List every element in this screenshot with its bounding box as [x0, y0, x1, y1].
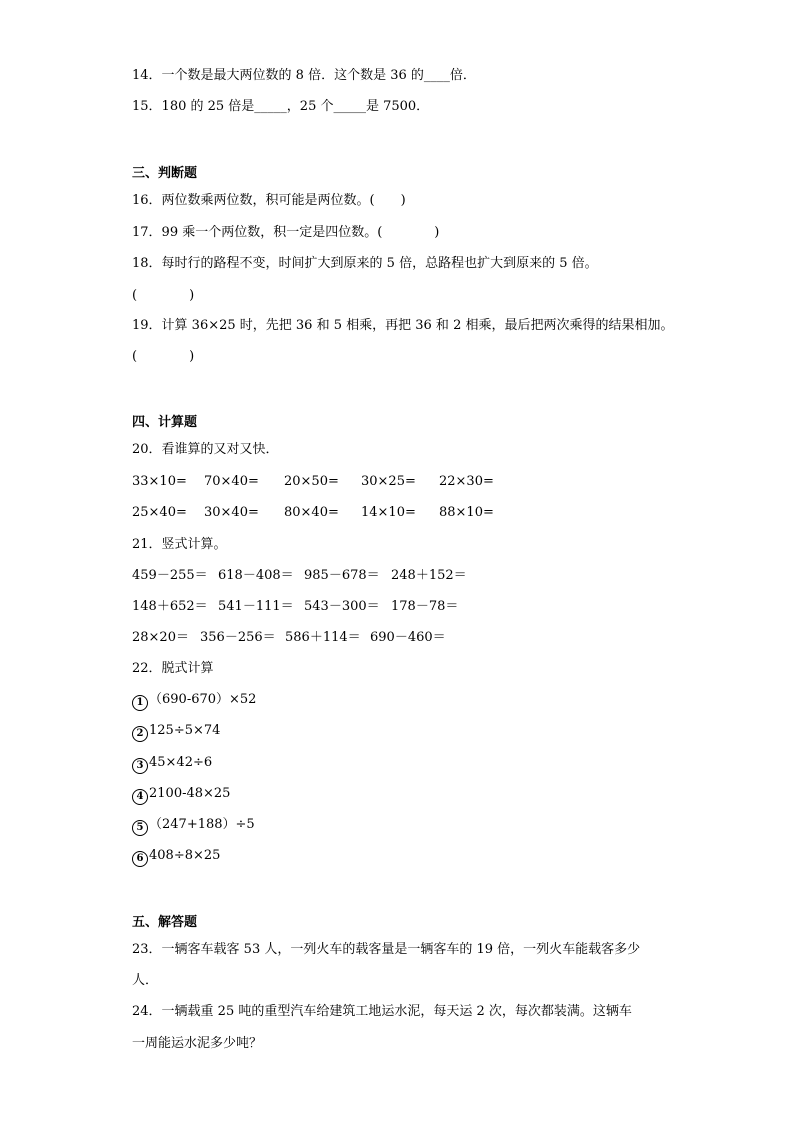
q20-row1-item-3: 20×50=	[284, 474, 339, 489]
circled-number-4: 4	[132, 789, 148, 805]
question-17: 17．99 乘一个两位数，积一定是四位数。( )	[132, 225, 440, 240]
q21-row1-item-2: 618－408＝	[218, 568, 294, 583]
question-18: 18．每时行的路程不变，时间扩大到原来的 5 倍，总路程也扩大到原来的 5 倍。	[132, 256, 598, 271]
section-heading-judgement: 三、判断题	[132, 166, 198, 181]
q22-expr-6: 408÷8×25	[149, 848, 221, 863]
q21-row3-item-2: 356－256＝	[200, 630, 276, 645]
circled-number-6: 6	[132, 851, 148, 867]
q20-row2-item-3: 80×40=	[284, 505, 339, 520]
q22-expr-2: 125÷5×74	[149, 723, 221, 738]
question-19-answer-paren: ( )	[132, 349, 195, 364]
q20-row2-item-4: 14×10=	[361, 505, 416, 520]
question-24-line-1: 24．一辆载重 25 吨的重型汽车给建筑工地运水泥，每天运 2 次，每次都装满。这辆车	[132, 1004, 632, 1019]
circled-number-3: 3	[132, 758, 148, 774]
q22-item-2	[132, 722, 220, 742]
q20-row2-item-5: 88×10=	[439, 505, 494, 520]
q22-expr-5: （247+188）÷5	[149, 817, 255, 832]
q21-row1-item-4: 248＋152＝	[391, 568, 467, 583]
question-21: 21．竖式计算。	[132, 537, 227, 552]
q21-row3-item-4: 690－460＝	[370, 630, 446, 645]
q21-row2-item-1: 148＋652＝	[132, 599, 208, 614]
q21-row1-item-3: 985－678＝	[304, 568, 380, 583]
q22-item-1	[132, 691, 256, 711]
section-heading-calculation: 四、计算题	[132, 415, 198, 430]
q20-row2-item-2: 30×40=	[204, 505, 259, 520]
question-23-line-2: 人．	[132, 973, 159, 988]
q22-expr-3: 45×42÷6	[149, 755, 213, 770]
question-16: 16．两位数乘两位数，积可能是两位数。( )	[132, 193, 406, 208]
q21-row2-item-3: 543－300＝	[304, 599, 380, 614]
q22-expr-4: 2100-48×25	[149, 786, 231, 801]
question-20: 20．看谁算的又对又快．	[132, 442, 279, 457]
circled-number-1: 1	[132, 695, 148, 711]
question-24-line-2: 一周能运水泥多少吨？	[132, 1036, 263, 1051]
q20-row1-item-2: 70×40=	[204, 474, 259, 489]
q22-item-6	[132, 847, 220, 867]
q22-item-4	[132, 785, 230, 805]
q20-row1-item-1: 33×10=	[132, 474, 187, 489]
question-23-line-1: 23．一辆客车载客 53 人，一列火车的载客量是一辆客车的 19 倍，一列火车能载客多少	[132, 942, 641, 957]
section-heading-answer: 五、解答题	[132, 915, 198, 930]
q21-row3-item-1: 28×20＝	[132, 630, 189, 645]
q20-row2-item-1: 25×40=	[132, 505, 187, 520]
question-15: 15．180 的 25 倍是_____，25 个_____是 7500．	[132, 99, 430, 114]
q22-expr-1: （690-670）×52	[149, 692, 257, 707]
q21-row2-item-2: 541－111＝	[218, 599, 294, 614]
question-19: 19．计算 36×25 时，先把 36 和 5 相乘，再把 36 和 2 相乘，最后把两次乘得的结果相加。	[132, 318, 674, 333]
q22-item-3	[132, 754, 212, 774]
q20-row1-item-4: 30×25=	[361, 474, 416, 489]
q21-row2-item-4: 178－78＝	[391, 599, 459, 614]
q21-row3-item-3: 586＋114＝	[285, 630, 361, 645]
question-18-answer-paren: ( )	[132, 288, 195, 303]
question-22: 22．脱式计算	[132, 661, 214, 676]
q21-row1-item-1: 459－255＝	[132, 568, 208, 583]
circled-number-5: 5	[132, 820, 148, 836]
question-14: 14．一个数是最大两位数的 8 倍．这个数是 36 的____倍．	[132, 68, 476, 83]
q20-row1-item-5: 22×30=	[439, 474, 494, 489]
q22-item-5	[132, 816, 255, 836]
circled-number-2: 2	[132, 726, 148, 742]
